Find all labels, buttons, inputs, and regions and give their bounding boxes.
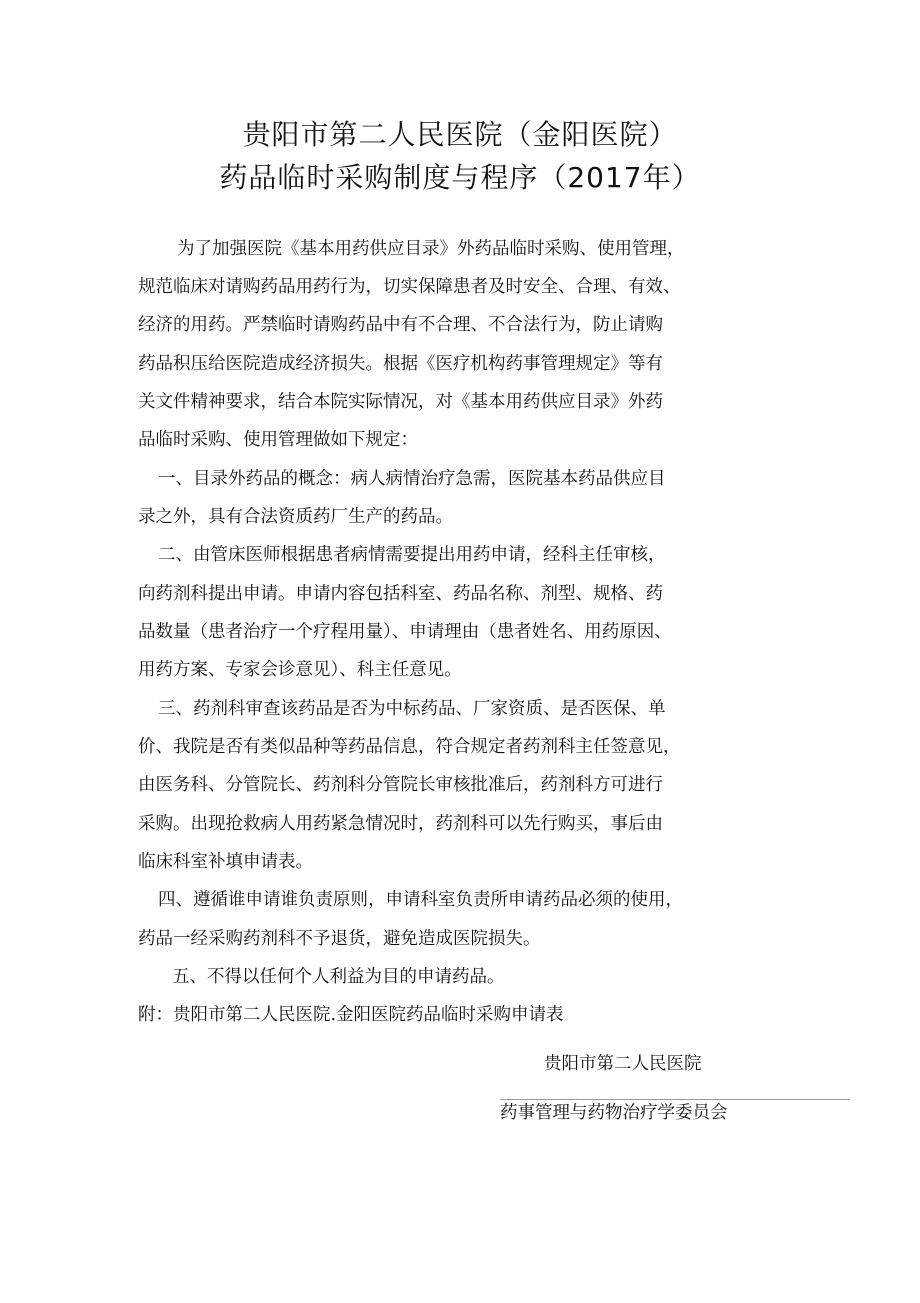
signature-divider [500, 1099, 850, 1100]
body-line: 二、由管床医师根据患者病情需要提出用药申请，经科主任审核， [158, 545, 666, 565]
body-line: 品临时采购、使用管理做如下规定： [138, 430, 418, 450]
body-line: 药品一经采购药剂科不予退货，避免造成医院损失。 [138, 929, 541, 949]
signature-hospital: 贵阳市第二人民医院 [544, 1054, 702, 1074]
body-line: 由医务科、分管院长、药剂科分管院长审核批准后，药剂科方可进行 [138, 775, 663, 795]
attachment-note: 附：贵阳市第二人民医院.金阳医院药品临时采购申请表 [138, 1005, 564, 1025]
body-line: 三、药剂科审查该药品是否为中标药品、厂家资质、是否医保、单 [158, 699, 666, 719]
body-line: 经济的用药。严禁临时请购药品中有不合理、不合法行为，防止请购 [138, 315, 663, 335]
signature-committee: 药事管理与药物治疗学委员会 [500, 1103, 728, 1123]
body-line: 录之外，具有合法资质药厂生产的药品。 [138, 507, 453, 527]
body-line: 临床科室补填申请表。 [138, 852, 313, 872]
body-line: 五、不得以任何个人利益为目的申请药品。 [172, 967, 505, 987]
body-line: 采购。出现抢救病人用药紧急情况时，药剂科可以先行购买，事后由 [138, 814, 663, 834]
body-line: 用药方案、专家会诊意见）、科主任意见。 [138, 660, 462, 680]
document-title-line2: 药品临时采购制度与程序（2017年） [219, 161, 701, 194]
body-line: 向药剂科提出申请。申请内容包括科室、药品名称、剂型、规格、药 [138, 584, 663, 604]
body-line: 规范临床对请购药品用药行为，切实保障患者及时安全、合理、有效、 [138, 277, 681, 297]
body-line: 关文件精神要求，结合本院实际情况，对《基本用药供应目录》外药 [138, 392, 663, 412]
body-line: 为了加强医院《基本用药供应目录》外药品临时采购、使用管理， [177, 239, 685, 259]
body-line: 价、我院是否有类似品种等药品信息，符合规定者药剂科主任签意见， [138, 737, 681, 757]
body-line: 药品积压给医院造成经济损失。根据《医疗机构药事管理规定》等有 [138, 354, 663, 374]
body-line: 一、目录外药品的概念：病人病情治疗急需，医院基本药品供应目 [158, 469, 666, 489]
body-line: 品数量（患者治疗一个疗程用量）、申请理由（患者姓名、用药原因、 [138, 622, 672, 642]
body-line: 四、遵循谁申请谁负责原则，申请科室负责所申请药品必须的使用， [158, 890, 683, 910]
document-title-line1: 贵阳市第二人民医院（金阳医院） [242, 118, 678, 151]
